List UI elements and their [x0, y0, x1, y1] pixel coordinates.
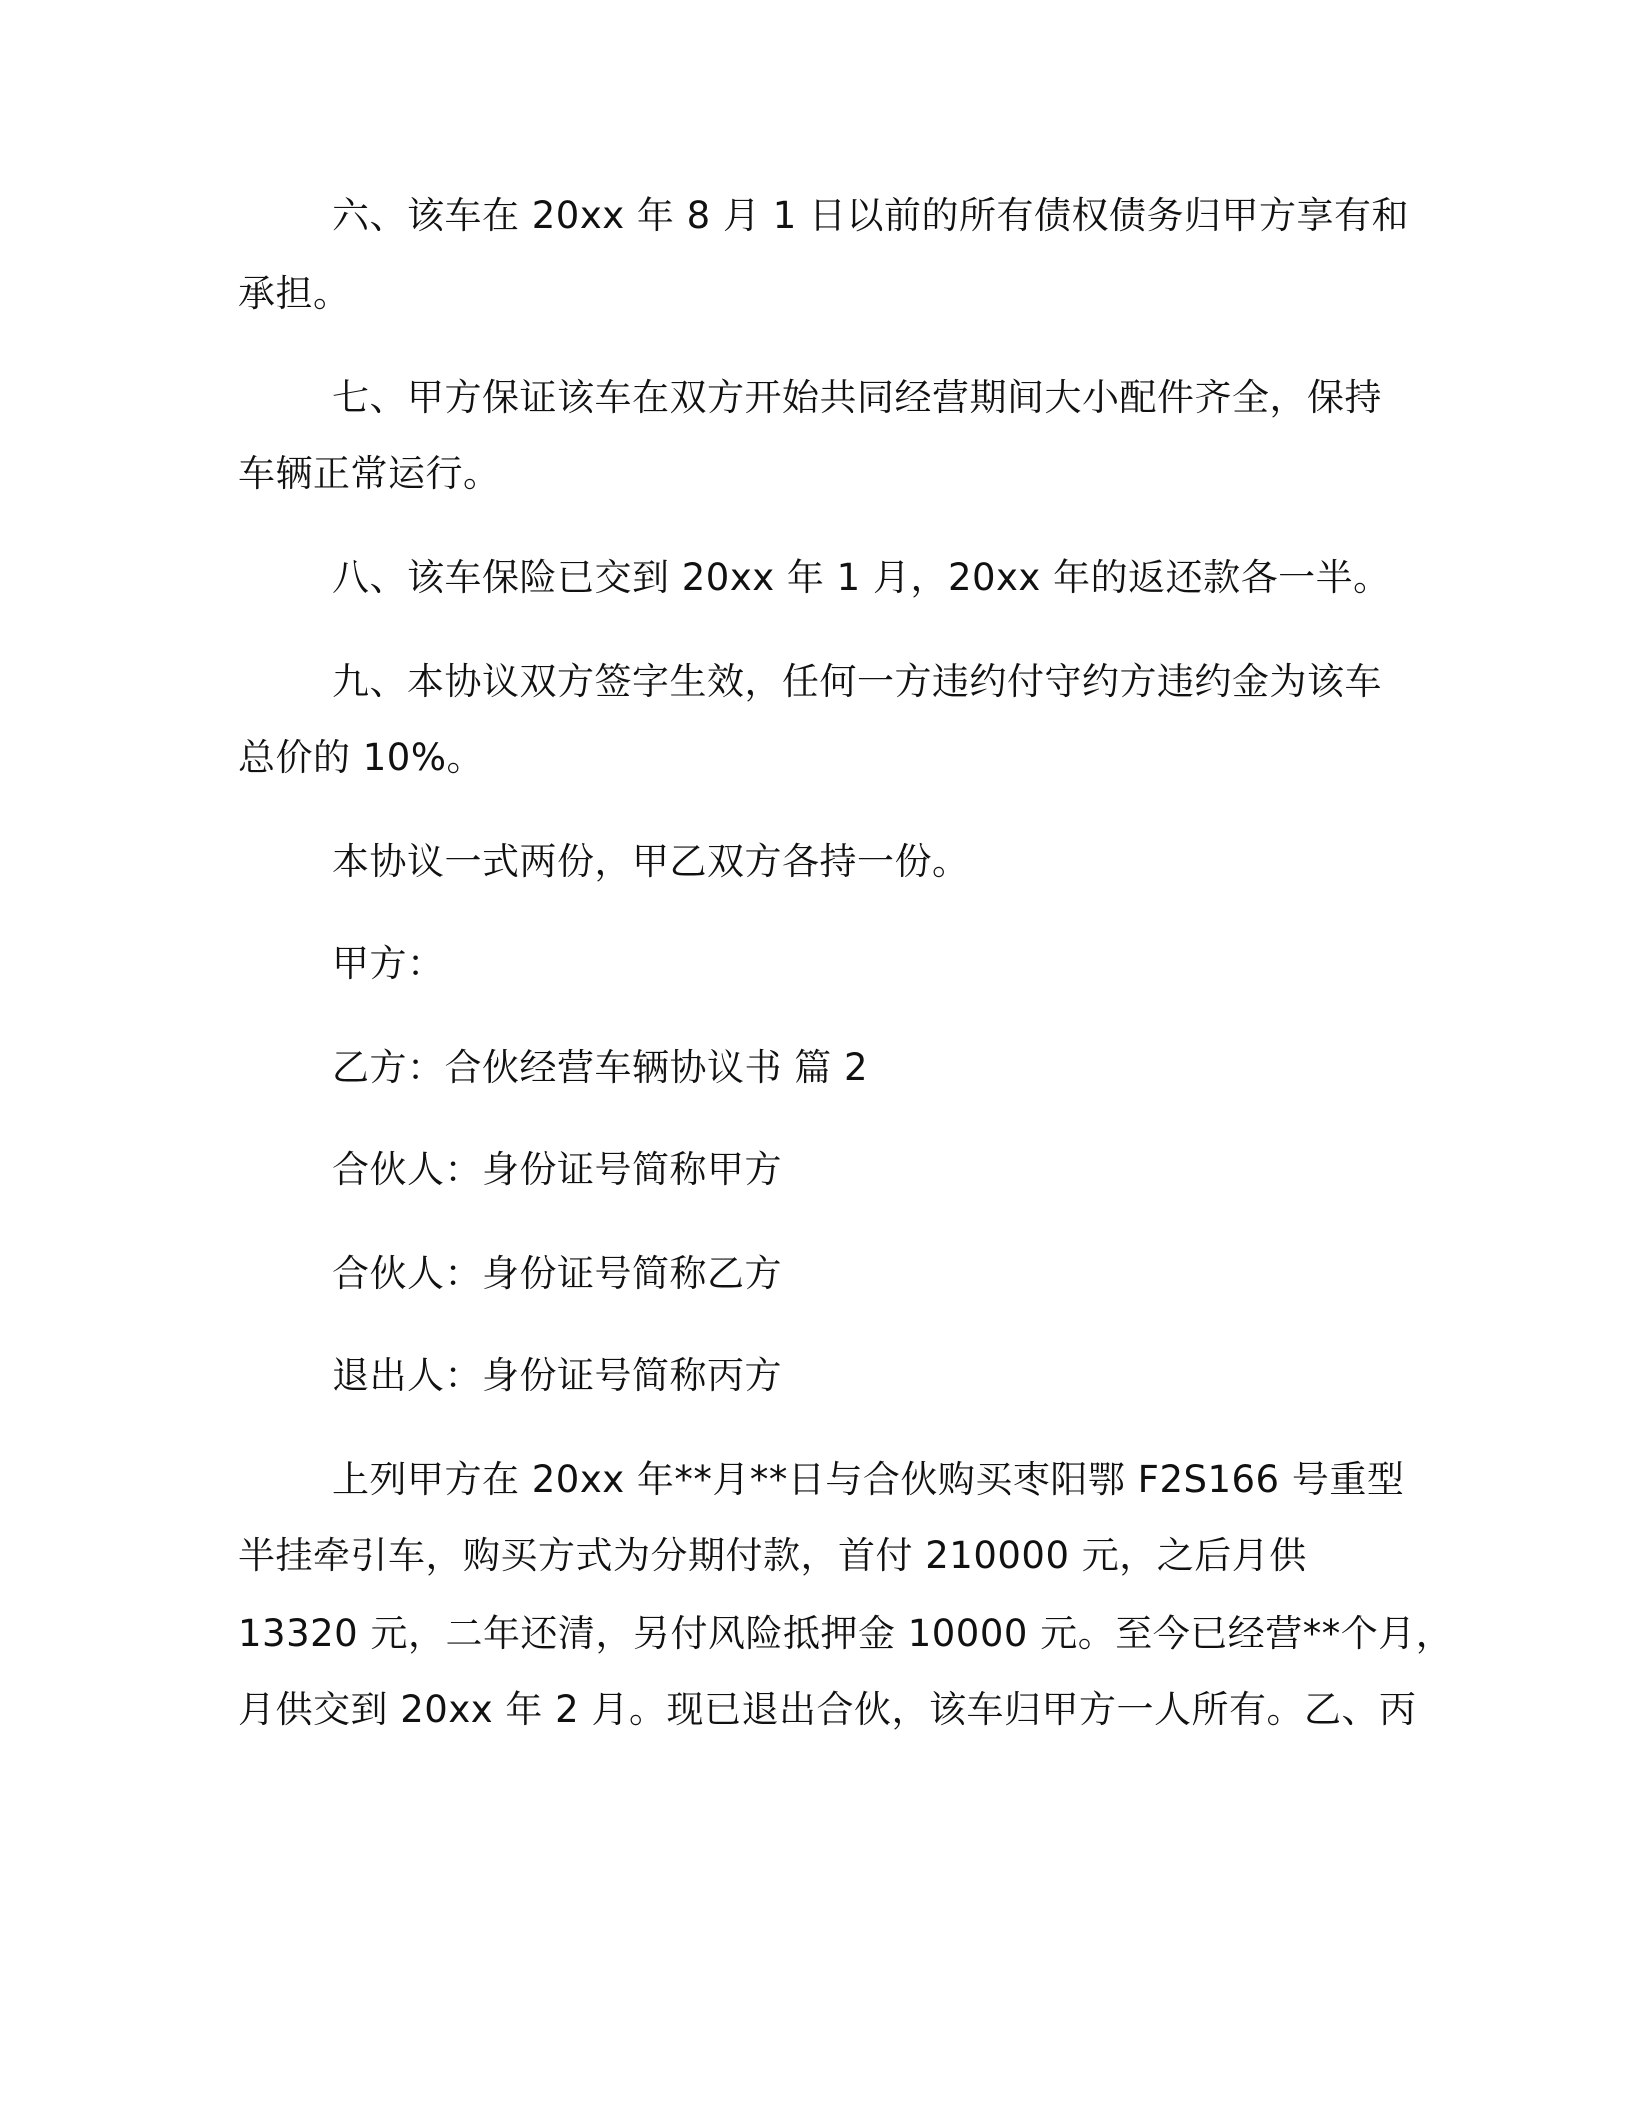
partner-b-line: 合伙人：身份证号简称乙方: [332, 1252, 782, 1295]
copies-line: 本协议一式两份，甲乙双方各持一份。: [332, 840, 970, 883]
clause-8-line-1: 八、该车保险已交到 20xx 年 1 月，20xx 年的返还款各一半。: [332, 556, 1391, 599]
exiting-party-line: 退出人：身份证号简称丙方: [332, 1354, 782, 1397]
background-line-1: 上列甲方在 20xx 年**月**日与合伙购买枣阳鄂 F2S166 号重型: [332, 1458, 1405, 1501]
background-line-2: 半挂牵引车，购买方式为分期付款，首付 210000 元，之后月供: [238, 1534, 1307, 1577]
clause-9-line-1: 九、本协议双方签字生效，任何一方违约付守约方违约金为该车: [332, 660, 1382, 703]
partner-a-line: 合伙人：身份证号简称甲方: [332, 1148, 782, 1191]
clause-9-line-2: 总价的 10%。: [238, 736, 484, 779]
clause-6-line-1: 六、该车在 20xx 年 8 月 1 日以前的所有债权债务归甲方享有和: [332, 194, 1410, 237]
clause-7-line-1: 七、甲方保证该车在双方开始共同经营期间大小配件齐全，保持: [332, 376, 1382, 419]
party-a-label: 甲方：: [332, 942, 445, 985]
clause-7-line-2: 车辆正常运行。: [238, 452, 501, 495]
party-b-label-and-title: 乙方：合伙经营车辆协议书 篇 2: [332, 1046, 869, 1089]
clause-6-line-2: 承担。: [238, 272, 351, 315]
background-line-4: 月供交到 20xx 年 2 月。现已退出合伙，该车归甲方一人所有。乙、丙: [238, 1688, 1417, 1731]
background-line-3: 13320 元，二年还清，另付风险抵押金 10000 元。至今已经营**个月，: [238, 1612, 1454, 1655]
